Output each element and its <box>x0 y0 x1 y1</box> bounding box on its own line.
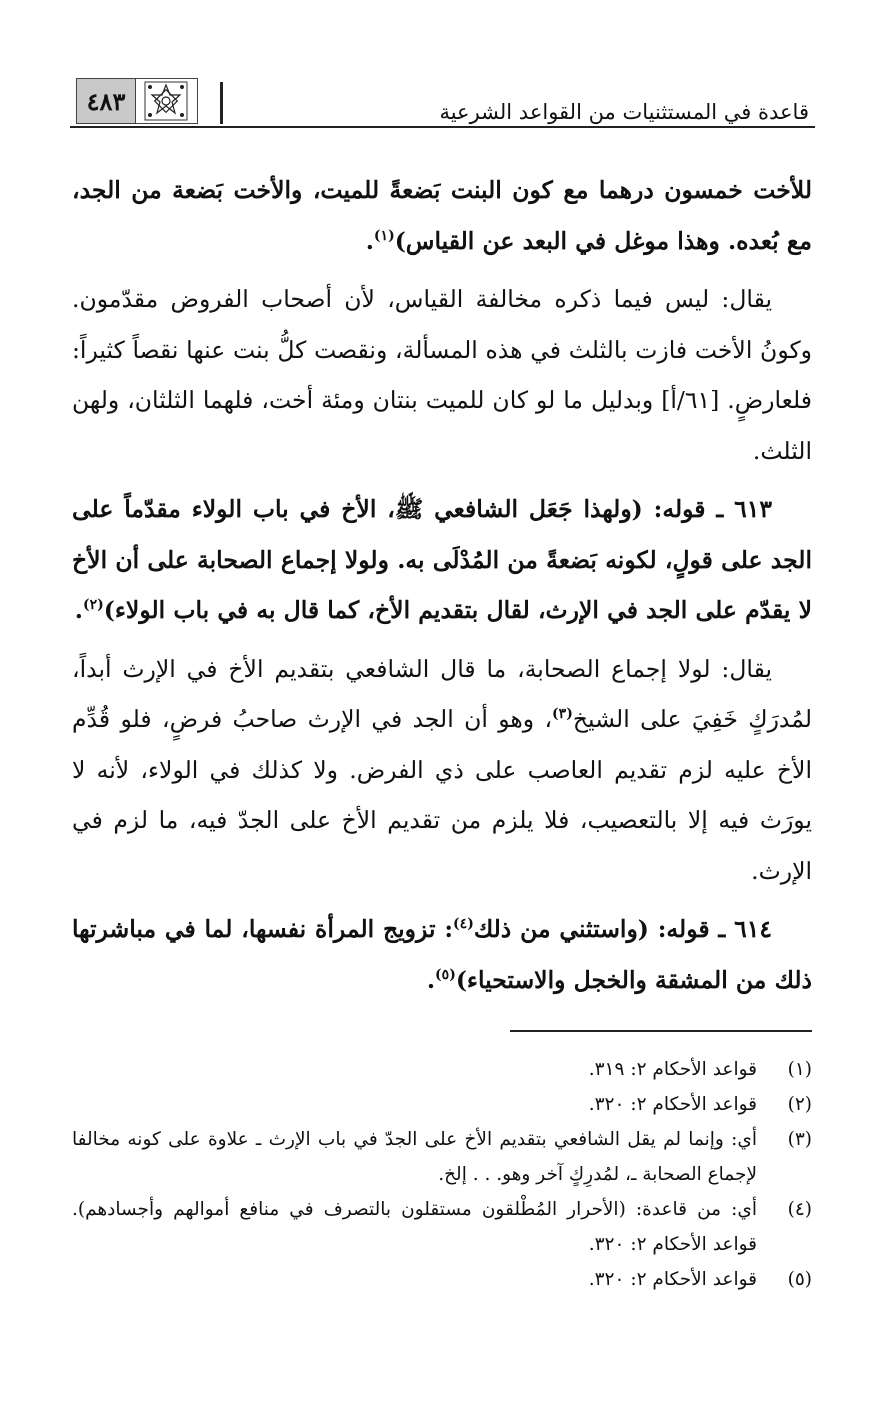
footnotes <box>72 1052 812 1297</box>
paragraph-5 <box>72 904 812 1005</box>
paragraph-5-text-b: : تزويج المرأة نفسها، لما في مباشرتها ذلك من المشقة والخجل والاستحياء) <box>72 915 812 994</box>
footnote-number: (٤) <box>787 1199 812 1220</box>
footnote-ref-5[interactable]: (٥) <box>435 966 456 983</box>
footnote-separator <box>510 1030 812 1032</box>
page-number-box <box>76 78 198 124</box>
header-rule <box>70 126 815 128</box>
footnote-text: قواعد الأحكام ٢: ٣٢٠. <box>588 1269 757 1290</box>
footnote <box>72 1087 812 1122</box>
main-text <box>72 165 812 1005</box>
footnote <box>72 1262 812 1297</box>
paragraph-4-text-a: يقال: لولا إجماع الصحابة، ما قال الشافعي بتقديم الأخ في الإرث أبداً، لمُدرَكٍ خَفِيَ على الشيخ <box>72 654 812 733</box>
paragraph-3-end: . <box>74 596 83 624</box>
footnote-text: قواعد الأحكام ٢: ٣١٩. <box>588 1059 757 1080</box>
paragraph-5-end: . <box>426 965 436 994</box>
footnote-number: (١) <box>787 1059 812 1080</box>
page-header <box>70 72 815 128</box>
footnote-ref-4[interactable]: (٤) <box>453 916 474 933</box>
paragraph-1-text: للأخت خمسون درهما مع كون البنت بَضعةً للميت، والأخت بَضعة من الجد، مع بُعده. وهذا موغل في البعد عن القياس) <box>72 176 812 255</box>
footnote-text: أي: من قاعدة: (الأحرار المُطْلقون مستقلون بالتصرف في منافع أموالهم وأجسادهم). قواعد الأحكام ٢: ٣٢٠. <box>72 1199 757 1255</box>
footnote <box>72 1122 812 1192</box>
paragraph-4-text-b: ، وهو أن الجد في الإرث صاحبُ فرضٍ، فلو قُدِّم الأخ عليه لزم تقديم العاصب على ذي الفرض. ولا كذلك في الولاء، لأنه لا يورَث فيه إلا بالتعصيب، فلا يلزم من تقديم الأخ على الجدّ فيه، ما لزم في الإرث. <box>72 705 812 885</box>
paragraph-2 <box>72 274 812 476</box>
footnote-ref-1[interactable]: (١) <box>373 227 395 244</box>
footnote-text: قواعد الأحكام ٢: ٣٢٠. <box>588 1094 757 1115</box>
footnote-number: (٥) <box>787 1269 812 1290</box>
footnote <box>72 1052 812 1087</box>
footnote-ref-3[interactable]: (٣) <box>552 706 573 723</box>
running-title: قاعدة في المستثنيات من القواعد الشرعية <box>439 100 809 124</box>
paragraph-2-text: يقال: ليس فيما ذكره مخالفة القياس، لأن أصحاب الفروض مقدّمون. وكونُ الأخت فازت بالثلث في هذه المسألة، ونقصت كلُّ بنت عنها نقصاً كثيراً: فلعارضٍ. [٦١/أ] وبدليل ما لو كان للميت بنتان ومئة أخت، فلهما الثلثان، ولهن الثلث. <box>72 285 812 465</box>
footnote-number: (٣) <box>787 1129 812 1150</box>
footnote-ref-2[interactable]: (٢) <box>82 597 104 614</box>
paragraph-1 <box>72 165 812 266</box>
footnote-text: أي: وإنما لم يقل الشافعي بتقديم الأخ على الجدّ في باب الإرث ـ علاوة على كونه مخالفا لإجماع الصحابة ـ، لمُدرِكٍ آخر وهو. . . إلخ. <box>72 1129 757 1185</box>
header-divider-bar <box>220 82 223 124</box>
paragraph-3 <box>72 484 812 636</box>
paragraph-5-text-a: ٦١٤ ـ قوله: (واستثني من ذلك <box>473 915 772 943</box>
footnote-number: (٢) <box>787 1094 812 1115</box>
paragraph-3-text: ٦١٣ ـ قوله: (ولهذا جَعَل الشافعي ﷺ، الأخ في باب الولاء مقدّماً على الجد على قولٍ، لكونه بَضعةً من المُدْلَى به. ولولا إجماع الصحابة على أن الأخ لا يقدّم على الجد في الإرث، لقال بتقديم الأخ، كما قال به في باب الولاء) <box>72 495 812 624</box>
paragraph-1-end: . <box>365 226 374 255</box>
footnote <box>72 1192 812 1262</box>
page-number: ٤٨٣ <box>77 79 135 123</box>
geometric-star-ornament-icon <box>135 79 196 123</box>
paragraph-4 <box>72 644 812 897</box>
